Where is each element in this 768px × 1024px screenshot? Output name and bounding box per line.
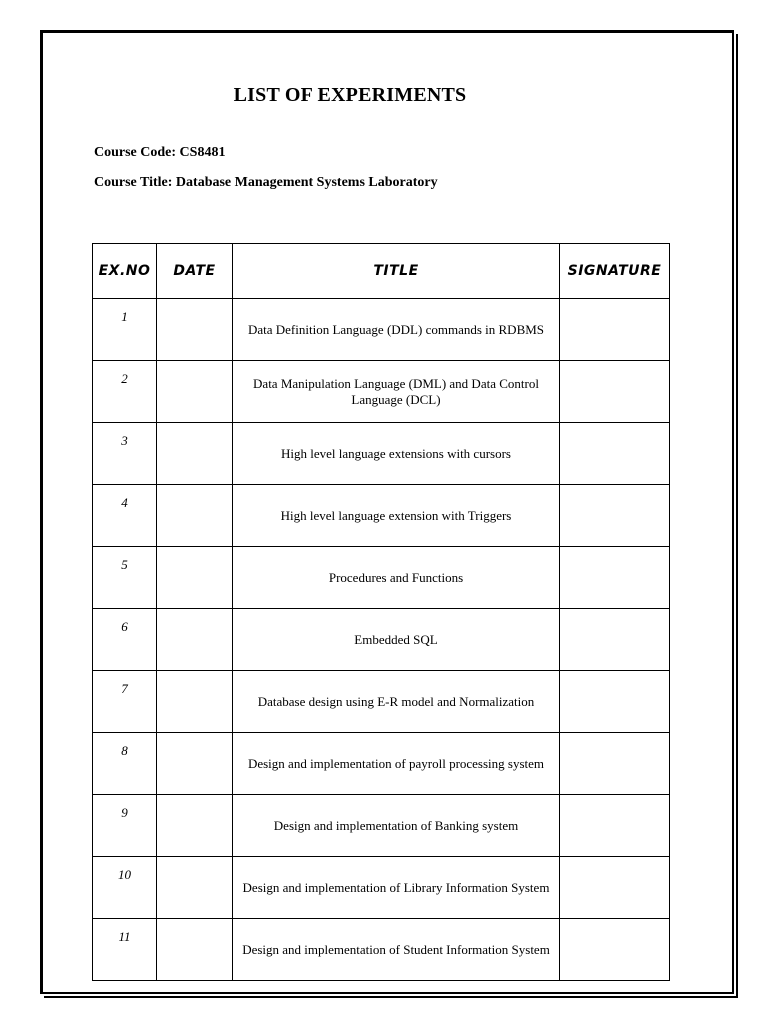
row-title: Data Manipulation Language (DML) and Data Control Language (DCL) — [233, 361, 560, 423]
row-number: 1 — [93, 299, 157, 361]
row-number: 4 — [93, 485, 157, 547]
row-title: Design and implementation of Student Information System — [233, 919, 560, 981]
row-title: High level language extension with Triggers — [233, 485, 560, 547]
row-number: 8 — [93, 733, 157, 795]
date-cell — [157, 671, 233, 733]
table-row — [93, 795, 670, 857]
header-title: TITLE — [233, 244, 560, 299]
table-row — [93, 733, 670, 795]
signature-cell — [560, 423, 670, 485]
table-header-row — [93, 244, 670, 299]
course-title: Course Title: Database Management Systems Laboratory — [94, 175, 438, 190]
date-cell — [157, 857, 233, 919]
row-number: 10 — [93, 857, 157, 919]
signature-cell — [560, 299, 670, 361]
signature-cell — [560, 547, 670, 609]
row-number: 3 — [93, 423, 157, 485]
date-cell — [157, 361, 233, 423]
row-number: 2 — [93, 361, 157, 423]
signature-cell — [560, 671, 670, 733]
row-title: Design and implementation of Banking system — [233, 795, 560, 857]
date-cell — [157, 609, 233, 671]
row-title-cell — [233, 671, 560, 733]
signature-cell — [560, 919, 670, 981]
signature-cell — [560, 733, 670, 795]
date-cell — [157, 795, 233, 857]
page-border-shadow-right — [736, 34, 738, 996]
table-row — [93, 671, 670, 733]
signature-cell — [560, 795, 670, 857]
row-title: Database design using E-R model and Normalization — [257, 693, 535, 709]
header-date: DATE — [157, 244, 233, 299]
row-title: Embedded SQL — [233, 609, 560, 671]
date-cell — [157, 919, 233, 981]
row-number: 5 — [93, 547, 157, 609]
experiments-table — [92, 243, 670, 981]
table-row — [93, 919, 670, 981]
date-cell — [157, 485, 233, 547]
page-border-shadow-bottom — [44, 996, 738, 998]
header-signature: SIGNATURE — [560, 244, 670, 299]
table-row — [93, 609, 670, 671]
row-title: High level language extensions with cursors — [233, 423, 560, 485]
row-title: Data Definition Language (DDL) commands in RDBMS — [233, 299, 560, 361]
course-code: Course Code: CS8481 — [94, 145, 226, 160]
row-number: 9 — [93, 795, 157, 857]
row-number: 11 — [93, 919, 157, 981]
date-cell — [157, 299, 233, 361]
row-title: Design and implementation of Library Information System — [233, 857, 560, 919]
date-cell — [157, 423, 233, 485]
row-title: Procedures and Functions — [233, 547, 560, 609]
signature-cell — [560, 361, 670, 423]
table-row — [93, 299, 670, 361]
row-number: 6 — [93, 609, 157, 671]
header-ex-no: EX.NO — [93, 244, 157, 299]
date-cell — [157, 547, 233, 609]
row-title: Design and implementation of payroll processing system — [233, 733, 560, 795]
table-row — [93, 423, 670, 485]
table-row — [93, 857, 670, 919]
row-number: 7 — [93, 671, 157, 733]
table-row — [93, 547, 670, 609]
document-title: LIST OF EXPERIMENTS — [233, 84, 467, 106]
signature-cell — [560, 609, 670, 671]
date-cell — [157, 733, 233, 795]
table-row — [93, 361, 670, 423]
table-row — [93, 485, 670, 547]
signature-cell — [560, 857, 670, 919]
signature-cell — [560, 485, 670, 547]
